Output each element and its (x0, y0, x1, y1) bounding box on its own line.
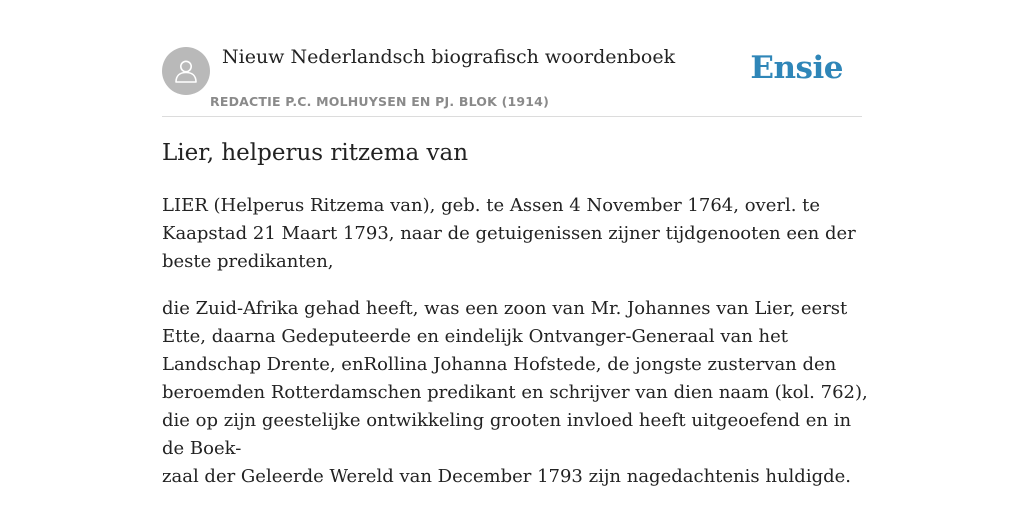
editors-line: REDACTIE P.C. MOLHUYSEN EN PJ. BLOK (1914) (210, 94, 549, 109)
user-silhouette-icon (171, 56, 201, 86)
brand-logo[interactable]: Ensie (750, 50, 843, 86)
entry-paragraph-2: die Zuid-Afrika gehad heeft, was een zoon van Mr. Johannes van Lier, eerst Ette, daarna Gedeputeerde en eindelijk Ontvanger-Generaal van het Landschap Drente, enRollina Johanna Hofstede, de jongste zustervan den beroemden Rotterdamschen predikant en schrijver van dien naam (kol. 762), die op zijn geestelijke ontwikkeling grooten invloed heeft uitgeoefend en in de Boek- (162, 298, 868, 459)
entry-title: Lier, helperus ritzema van (162, 140, 469, 166)
entry-paragraph-3: zaal der Geleerde Wereld van December 1793 zijn nagedachtenis huldigde. (162, 466, 851, 487)
page-header (162, 40, 862, 117)
entry-paragraph-1: LIER (Helperus Ritzema van), geb. te Assen 4 November 1764, overl. te Kaapstad 21 Maart 1793, naar de getuigenissen zijner tijdgenooten een der beste predikanten, (162, 195, 856, 272)
book-title[interactable]: Nieuw Nederlandsch biografisch woordenboek (222, 46, 676, 68)
avatar[interactable] (162, 47, 210, 95)
